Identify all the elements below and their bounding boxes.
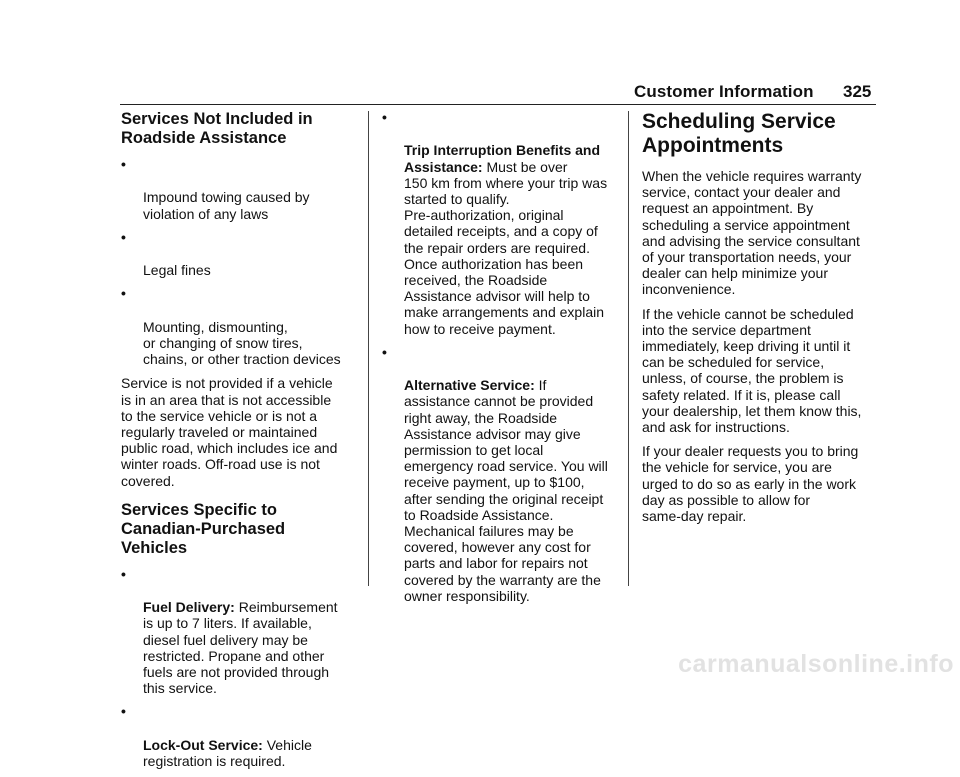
bullet-icon: • [382,109,387,125]
column-divider-1 [368,111,369,586]
page-number: 325 [843,82,872,101]
list-item [382,345,616,604]
list-item-label: Lock-Out Service: [143,736,263,753]
column-divider-2 [628,111,629,586]
paragraph: When the vehicle requires warranty service, contact your dealer and request an appointment. By scheduling a service appointment and advising the service consultant of your transportation needs, your dealer can help minimize your inconvenience. [642,168,862,298]
section-heading-canadian: Services Specific to Canadian-Purchased Vehicles [121,500,286,557]
list-item-text: Vehicle registration is required. [143,736,312,770]
paragraph: If your dealer requests you to bring the vehicle for service, you are urged to do so as early in the work day as possible to allow for same-day repair. [642,443,859,525]
list-item-text: Must be over 150 km from where your trip was started to qualify. Pre-authorization, original detailed receipts, and a copy of the repair orders are required. Once authorization has been received, the Roadside Assistance advisor will help to make arrangements and explain how to receive payment. [404,158,608,337]
list-item [382,110,616,337]
list-item-text: If assistance cannot be provided right away, the Roadside Assistance advisor may give permission to get local emergency road service. You will receive payment, up to $100, after sending the original receipt to Roadside Assistance. Mechanical failures may be covered, however any cost for parts and labor for repairs not covered by the warranty are the owner responsibility. [404,377,608,604]
list-item-label: Fuel Delivery: [143,599,235,616]
list-item-label: Trip Interruption Benefits and Assistance: [404,142,601,175]
bullet-icon: • [121,703,126,720]
list-item [121,567,353,697]
list-item [121,286,353,367]
list-item-label: Alternative Service: [404,377,535,394]
bullet-icon: • [121,285,126,302]
paragraph: If the vehicle cannot be scheduled into the service department immediately, keep driving it until it can be scheduled for service, unless, of course, the problem is safety related. If it is, please call your dealership, let them know this, and ask for instructions. [642,305,862,436]
section-heading-scheduling: Scheduling Service Appointments [642,110,836,157]
header-rule [120,104,876,105]
column-2 [382,110,616,612]
list-item-text: Mounting, dismounting, or changing of snow tires, chains, or other traction devices [143,318,341,368]
watermark: carmanualsonline.info [678,650,954,678]
list-item [121,157,353,222]
bullet-icon: • [382,343,387,360]
column-3 [642,110,874,532]
list-item-text: Reimbursement is up to 7 liters. If available, diesel fuel delivery may be restricted. Propane and other fuels are not provided through this service. [143,599,338,697]
list-item [121,704,353,769]
list-item-text: Impound towing caused by violation of any laws [143,189,310,222]
section-heading-not-included: Services Not Included in Roadside Assistance [121,110,313,147]
list-item [121,230,353,279]
bullet-icon: • [121,565,126,582]
bullet-icon: • [121,228,126,245]
page-header-title: Customer Information [634,82,814,101]
paragraph: Service is not provided if a vehicle is in an area that is not accessible to the service vehicle or is not a regularly traveled or maintained public road, which includes ice and winter roads. Off-road use is not covered. [121,375,338,489]
column-1 [121,110,353,777]
bullet-icon: • [121,156,126,172]
list-item-text: Legal fines [143,262,211,279]
